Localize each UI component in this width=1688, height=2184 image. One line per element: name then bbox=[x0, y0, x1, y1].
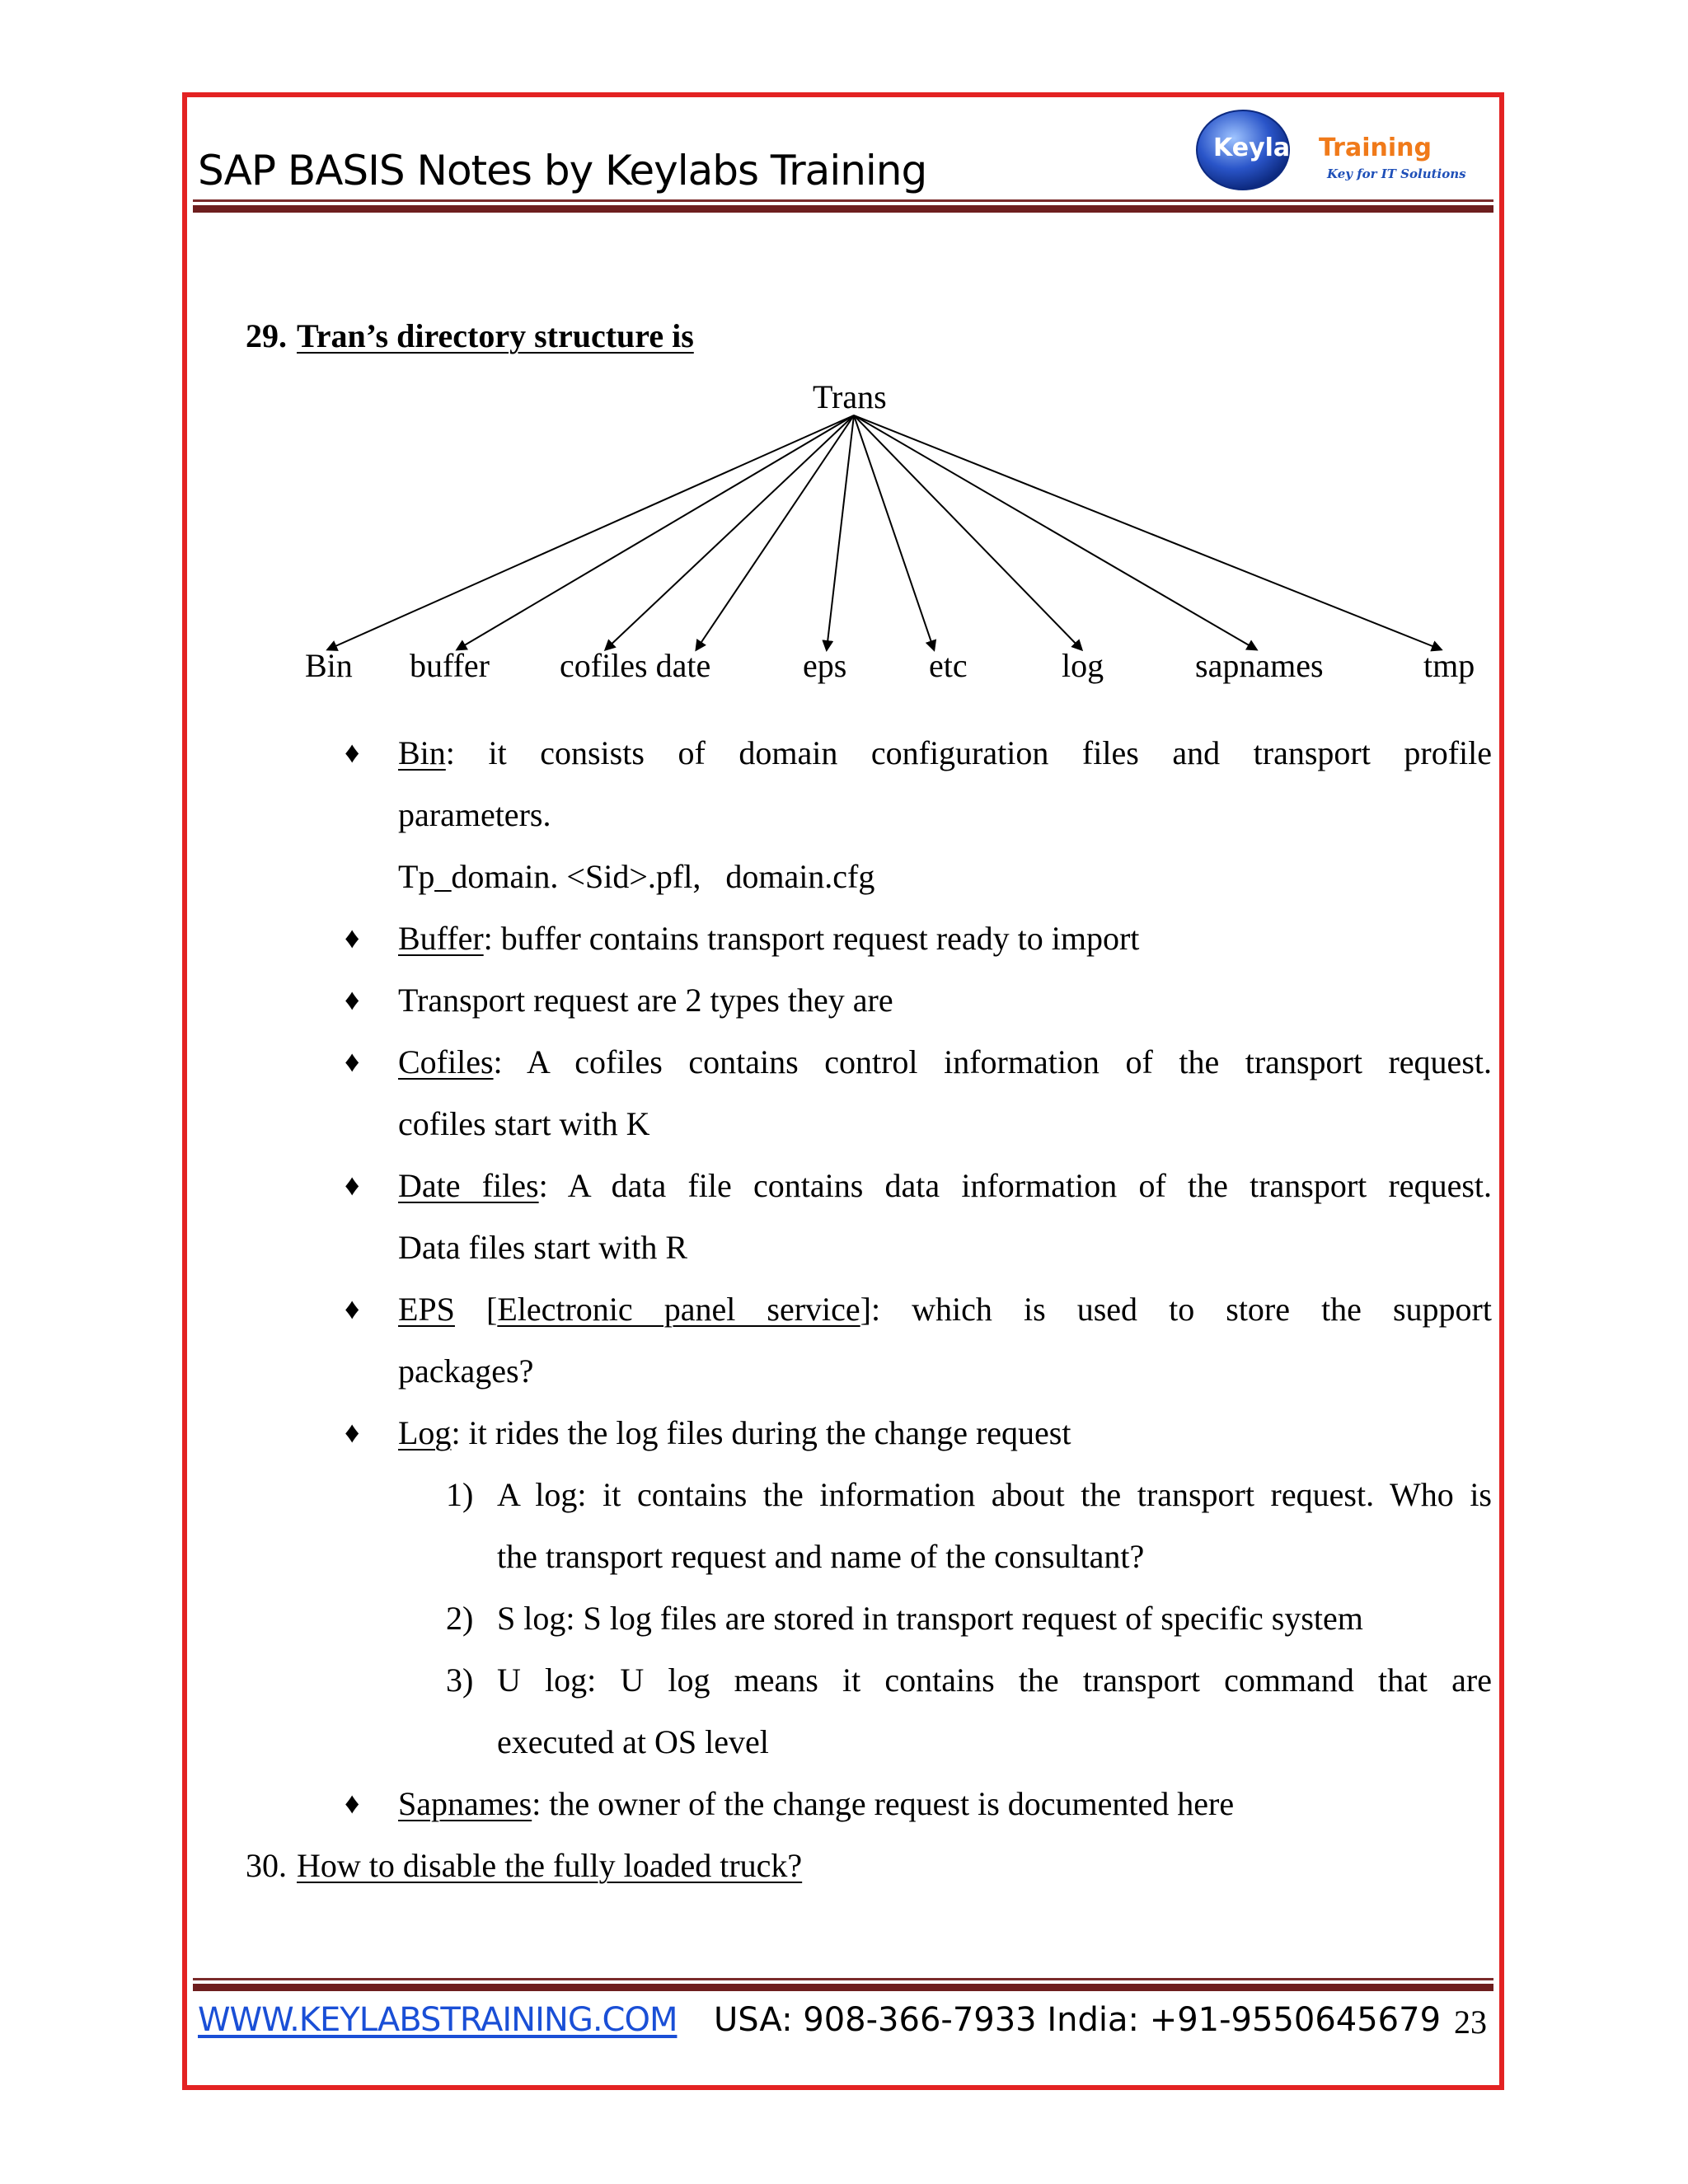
log-item-3: U log: U log means it contains the transport command that are bbox=[497, 1661, 1492, 1699]
bullet-bin: Bin: it consists of domain configuration files and transport profile bbox=[398, 734, 1492, 771]
bullet-datefiles: Date files: A data file contains data information of the transport request. bbox=[398, 1167, 1492, 1204]
tree-child-cofiles-date: cofiles date bbox=[560, 647, 711, 684]
diamond-icon: ♦ bbox=[345, 1292, 360, 1325]
diamond-icon: ♦ bbox=[345, 1045, 360, 1078]
tree-child-log: log bbox=[1062, 647, 1104, 684]
question-29-number: 29. bbox=[246, 317, 287, 354]
bullet-datefiles-line2: Data files start with R bbox=[398, 1229, 688, 1266]
logo-brand-part2: Training bbox=[1319, 134, 1432, 162]
footer-website-link[interactable]: WWW.KEYLABSTRAINING.COM bbox=[198, 2001, 678, 2039]
tree-child-bin: Bin bbox=[305, 647, 353, 684]
bullet-eps-line2: packages? bbox=[398, 1352, 534, 1390]
footer-rule bbox=[193, 1978, 1493, 1991]
tree-child-tmp: tmp bbox=[1423, 647, 1475, 684]
question-30-number: 30. bbox=[246, 1847, 287, 1884]
bullet-cofiles-line2: cofiles start with K bbox=[398, 1105, 650, 1142]
log-item-2-number: 2) bbox=[446, 1600, 474, 1637]
diamond-icon: ♦ bbox=[345, 1416, 360, 1449]
bullet-cofiles: Cofiles: A cofiles contains control information of the transport request. bbox=[398, 1043, 1492, 1080]
log-item-1: A log: it contains the information about the transport request. Who is bbox=[497, 1476, 1492, 1513]
bullet-eps: EPS [Electronic panel service]: which is used to store the support bbox=[398, 1291, 1492, 1328]
bullet-bin-line3: Tp_domain. <Sid>.pfl, domain.cfg bbox=[398, 858, 875, 895]
bullet-sapnames: Sapnames: the owner of the change request is documented here bbox=[398, 1785, 1235, 1822]
branch-buffer bbox=[457, 415, 854, 649]
footer-contact: USA: 908-366-7933 India: +91-9550645679 bbox=[714, 2001, 1442, 2039]
page-number: 23 bbox=[1454, 2004, 1487, 2041]
log-item-2: S log: S log files are stored in transport request of specific system bbox=[497, 1600, 1363, 1637]
diamond-icon: ♦ bbox=[345, 921, 360, 954]
log-item-1-number: 1) bbox=[446, 1476, 474, 1513]
tree-child-buffer: buffer bbox=[410, 647, 490, 684]
tree-child-sapnames: sapnames bbox=[1195, 647, 1324, 684]
tree-child-eps: eps bbox=[803, 647, 847, 684]
branch-log bbox=[854, 415, 1081, 649]
branch-etc bbox=[854, 415, 934, 649]
log-item-3-number: 3) bbox=[446, 1661, 474, 1699]
logo-brand-part1: Keylabs bbox=[1213, 134, 1323, 162]
tree-root: Trans bbox=[813, 378, 887, 415]
question-30 bbox=[246, 1846, 802, 1885]
diamond-icon: ♦ bbox=[345, 983, 360, 1016]
branch-tmp bbox=[854, 415, 1441, 649]
diamond-icon: ♦ bbox=[345, 736, 360, 769]
branch-sapnames bbox=[854, 415, 1256, 649]
tree-diagram bbox=[0, 0, 1688, 742]
diamond-icon: ♦ bbox=[345, 1787, 360, 1820]
logo-tagline: Key for IT Solutions bbox=[1327, 166, 1466, 181]
diamond-icon: ♦ bbox=[345, 1169, 360, 1202]
log-item-1-line2: the transport request and name of the consultant? bbox=[497, 1538, 1145, 1575]
question-30-title: How to disable the fully loaded truck? bbox=[297, 1847, 803, 1884]
bullet-types: Transport request are 2 types they are bbox=[398, 982, 893, 1019]
log-item-3-line2: executed at OS level bbox=[497, 1723, 769, 1760]
bullet-buffer: Buffer: buffer contains transport request ready to import bbox=[398, 920, 1140, 957]
tree-child-etc: etc bbox=[929, 647, 968, 684]
header-title: SAP BASIS Notes by Keylabs Training bbox=[198, 147, 927, 194]
bullet-bin-line2: parameters. bbox=[398, 796, 551, 833]
bullet-log: Log: it rides the log files during the change request bbox=[398, 1414, 1071, 1451]
question-29-title: Tran’s directory structure is bbox=[297, 317, 694, 354]
branch-cofiles bbox=[606, 415, 854, 649]
